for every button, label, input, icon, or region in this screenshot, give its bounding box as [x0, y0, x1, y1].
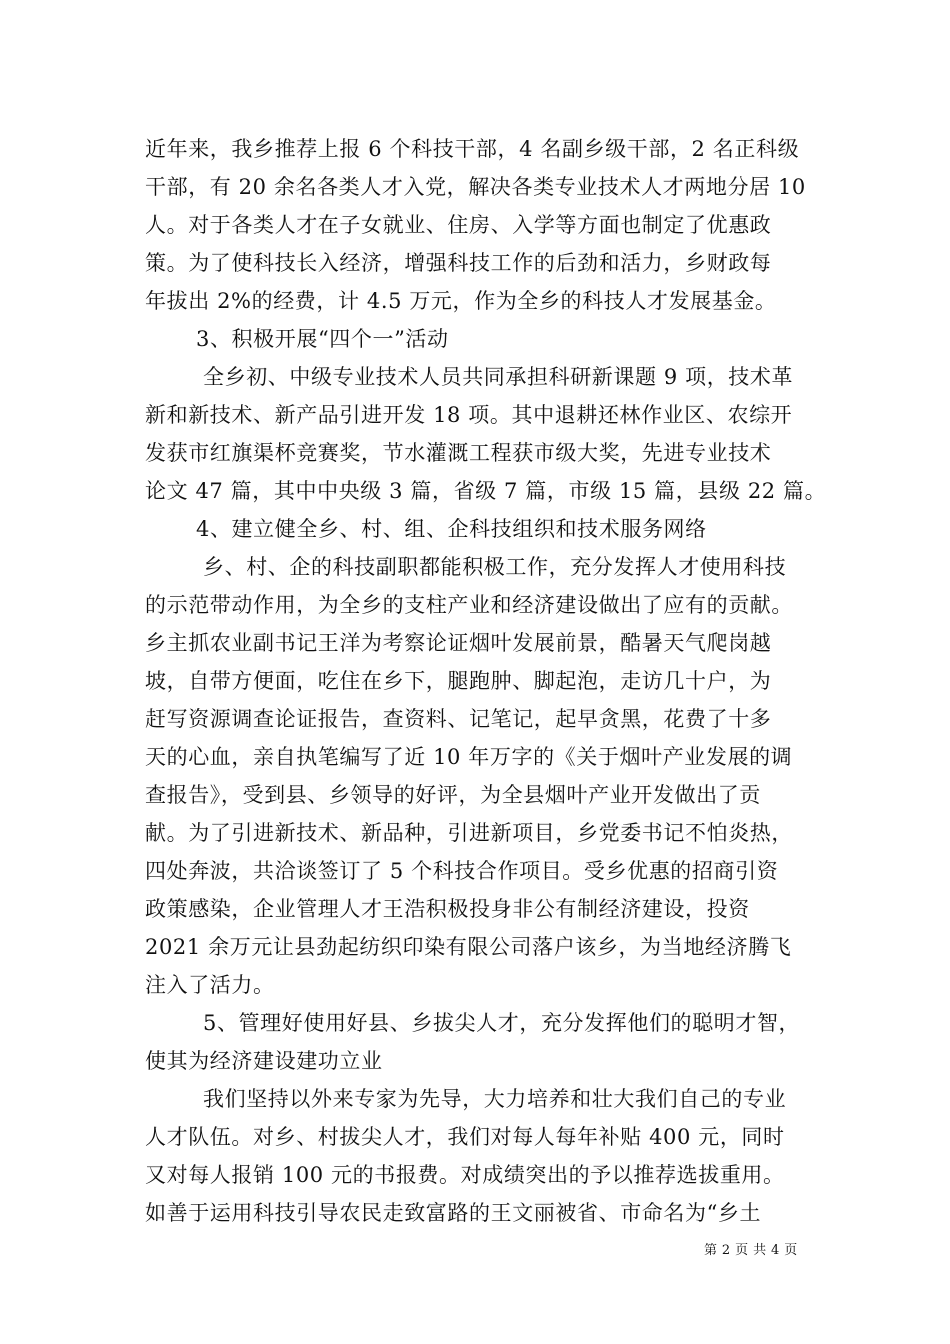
text-line: 我们坚持以外来专家为先导，大力培养和壮大我们自己的专业	[203, 1087, 787, 1111]
text-line: 年拔出 2%的经费，计 4.5 万元，作为全乡的科技人才发展基金。	[145, 289, 777, 313]
text-line: 又对每人报销 100 元的书报费。对成绩突出的予以推荐选拔重用。	[145, 1163, 785, 1187]
section-heading: 4、建立健全乡、村、组、企科技组织和技术服务网络	[196, 517, 707, 541]
text-line: 乡、村、企的科技副职都能积极工作，充分发挥人才使用科技	[203, 555, 787, 579]
text-line: 赶写资源调查论证报告，查资料、记笔记，起早贪黑，花费了十多	[145, 707, 772, 731]
text-line: 人。对于各类人才在子女就业、住房、入学等方面也制定了优惠政	[145, 213, 772, 237]
text-line: 的示范带动作用，为全乡的支柱产业和经济建设做出了应有的贡献。	[145, 593, 793, 617]
text-line: 干部，有 20 余名各类人才入党，解决各类专业技术人才两地分居 10	[145, 175, 806, 199]
text-line: 四处奔波，共洽谈签订了 5 个科技合作项目。受乡优惠的招商引资	[145, 859, 779, 883]
text-line: 献。为了引进新技术、新品种，引进新项目，乡党委书记不怕炎热，	[145, 821, 793, 845]
text-line: 坡，自带方便面，吃住在乡下，腿跑肿、脚起泡，走访几十户，为	[145, 669, 772, 693]
text-line: 政策感染，企业管理人才王浩积极投身非公有制经济建设，投资	[145, 897, 750, 921]
text-line: 天的心血，亲自执笔编写了近 10 年万字的《关于烟叶产业发展的调	[145, 745, 793, 769]
text-line: 发获市红旗渠杯竞赛奖，节水灌溉工程获市级大奖，先进专业技术	[145, 441, 772, 465]
text-line: 2021 余万元让县劲起纺织印染有限公司落户该乡，为当地经济腾飞	[145, 935, 792, 959]
text-line: 策。为了使科技长入经济，增强科技工作的后劲和活力，乡财政每	[145, 251, 772, 275]
text-line: 乡主抓农业副书记王洋为考察论证烟叶发展前景，酷暑天气爬岗越	[145, 631, 772, 655]
text-line: 论文 47 篇，其中中央级 3 篇，省级 7 篇，市级 15 篇，县级 22 篇。	[145, 479, 827, 503]
text-line: 近年来，我乡推荐上报 6 个科技干部，4 名副乡级干部，2 名正科级	[145, 137, 800, 161]
section-heading: 5、管理好使用好县、乡拔尖人才，充分发挥他们的聪明才智，	[203, 1011, 801, 1035]
section-heading: 3、积极开展“四个一”活动	[196, 327, 449, 351]
text-line: 新和新技术、新产品引进开发 18 项。其中退耕还林作业区、农综开	[145, 403, 793, 427]
text-line: 如善于运用科技引导农民走致富路的王文丽被省、市命名为“乡土	[145, 1201, 762, 1225]
text-line: 注入了活力。	[145, 973, 275, 997]
page-number: 第 2 页 共 4 页	[704, 1243, 798, 1258]
section-heading: 使其为经济建设建功立业	[145, 1049, 383, 1073]
text-line: 全乡初、中级专业技术人员共同承担科研新课题 9 项，技术革	[203, 365, 794, 389]
text-line: 人才队伍。对乡、村拔尖人才，我们对每人每年补贴 400 元，同时	[145, 1125, 785, 1149]
text-line: 查报告》，受到县、乡领导的好评，为全县烟叶产业开发做出了贡	[145, 783, 761, 807]
